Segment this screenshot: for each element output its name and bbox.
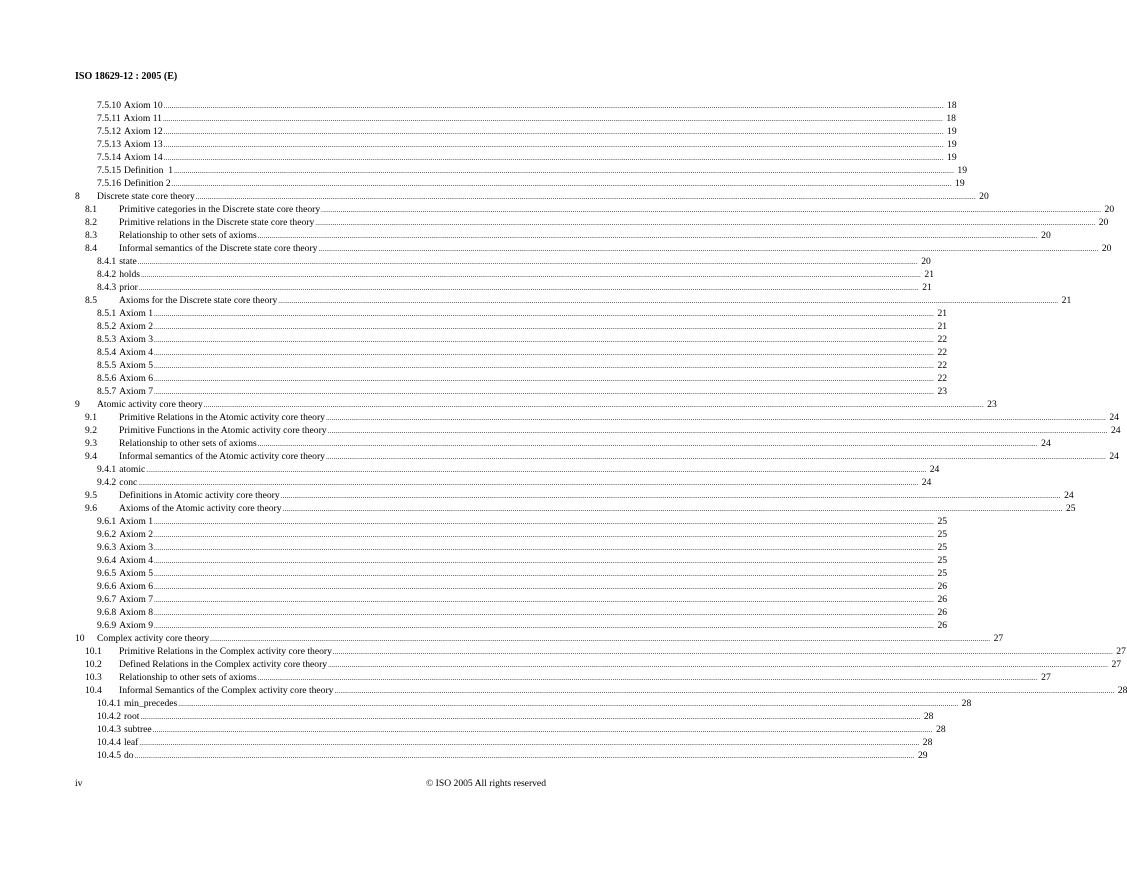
table-of-contents xyxy=(75,99,1127,762)
toc-entry-title: Axiom 11 xyxy=(123,113,162,124)
toc-leader-dots: ................................................................................................................................................................................................................................................................................................................................................................................................................ xyxy=(325,453,1106,461)
toc-entry-page: 19 xyxy=(947,152,957,163)
toc-entry-number: 8.4.2 xyxy=(97,269,117,280)
toc-entry[interactable] xyxy=(75,346,948,359)
toc-entry-page: 25 xyxy=(1065,503,1076,514)
toc-entry-number: 10.4.5 xyxy=(97,750,121,761)
toc-entry-page: 28 xyxy=(1117,685,1127,696)
toc-entry-page: 19 xyxy=(947,139,957,150)
toc-leader-dots: ................................................................................................................................................................................................................................................................................................................................................................................................................ xyxy=(154,609,935,617)
toc-entry-title: Axiom 10 xyxy=(123,100,163,111)
toc-leader-dots: ................................................................................................................................................................................................................................................................................................................................................................................................................ xyxy=(332,648,1113,656)
toc-leader-dots: ................................................................................................................................................................................................................................................................................................................................................................................................................ xyxy=(154,388,935,396)
toc-entry-page: 18 xyxy=(946,113,956,124)
toc-entry-title: atomic xyxy=(119,464,146,475)
toc-entry[interactable] xyxy=(75,138,957,151)
toc-entry[interactable] xyxy=(75,216,1109,229)
toc-entry-page: 21 xyxy=(1061,295,1072,306)
toc-entry-title: Axiom 13 xyxy=(123,139,163,150)
toc-entry-title: subtree xyxy=(123,724,152,735)
toc-entry-number: 9.6.7 xyxy=(97,594,117,605)
toc-entry[interactable] xyxy=(75,619,948,632)
toc-entry-title: Primitive categories in the Discrete state core theory xyxy=(119,204,321,215)
toc-entry-title: Atomic activity core theory xyxy=(97,399,203,410)
toc-leader-dots: ................................................................................................................................................................................................................................................................................................................................................................................................................ xyxy=(334,687,1115,695)
toc-entry-title: Axiom 14 xyxy=(123,152,163,163)
toc-entry-title: Axiom 4 xyxy=(119,347,154,358)
toc-entry[interactable] xyxy=(75,580,948,593)
toc-entry-title: Axiom 5 xyxy=(119,568,154,579)
toc-leader-dots: ................................................................................................................................................................................................................................................................................................................................................................................................................ xyxy=(154,362,935,370)
toc-leader-dots: ................................................................................................................................................................................................................................................................................................................................................................................................................ xyxy=(154,583,935,591)
toc-leader-dots: ................................................................................................................................................................................................................................................................................................................................................................................................................ xyxy=(178,700,959,708)
toc-entry[interactable] xyxy=(75,437,1051,450)
toc-entry-number: 10.2 xyxy=(85,659,102,670)
toc-entry-title: Relationship to other sets of axioms xyxy=(119,230,257,241)
toc-entry[interactable] xyxy=(75,372,948,385)
toc-entry-page: 24 xyxy=(1109,412,1119,423)
toc-leader-dots: ................................................................................................................................................................................................................................................................................................................................................................................................................ xyxy=(278,297,1059,305)
toc-leader-dots: ................................................................................................................................................................................................................................................................................................................................................................................................................ xyxy=(162,115,943,123)
toc-entry-page: 24 xyxy=(1109,451,1119,462)
toc-entry-number: 10.3 xyxy=(85,672,102,683)
toc-entry-number: 9.6.9 xyxy=(97,620,117,631)
toc-entry-title: Axiom 12 xyxy=(123,126,163,137)
toc-entry-title: Discrete state core theory xyxy=(97,191,195,202)
toc-entry[interactable] xyxy=(75,151,957,164)
toc-entry[interactable] xyxy=(75,710,934,723)
toc-entry-page: 26 xyxy=(937,581,948,592)
toc-leader-dots: ................................................................................................................................................................................................................................................................................................................................................................................................................ xyxy=(134,752,915,760)
toc-entry-page: 25 xyxy=(937,542,948,553)
toc-entry-title: Informal semantics of the Discrete state core theory xyxy=(119,243,318,254)
toc-leader-dots: ................................................................................................................................................................................................................................................................................................................................................................................................................ xyxy=(174,167,955,175)
toc-entry-number: 9.6.6 xyxy=(97,581,117,592)
toc-entry-page: 26 xyxy=(937,594,948,605)
toc-leader-dots: ................................................................................................................................................................................................................................................................................................................................................................................................................ xyxy=(195,193,976,201)
toc-entry[interactable] xyxy=(75,554,948,567)
toc-entry-title: prior xyxy=(119,282,138,293)
toc-leader-dots: ................................................................................................................................................................................................................................................................................................................................................................................................................ xyxy=(152,726,933,734)
toc-entry[interactable] xyxy=(75,190,989,203)
toc-entry-number: 7.5.15 xyxy=(97,165,121,176)
toc-entry-page: 25 xyxy=(937,555,948,566)
toc-entry-number: 7.5.12 xyxy=(97,126,121,137)
toc-entry-page: 20 xyxy=(1098,217,1109,228)
toc-leader-dots: ................................................................................................................................................................................................................................................................................................................................................................................................................ xyxy=(154,557,935,565)
toc-leader-dots: ................................................................................................................................................................................................................................................................................................................................................................................................................ xyxy=(140,713,921,721)
toc-entry-number: 8.5 xyxy=(85,295,97,306)
page-number: iv xyxy=(75,778,83,789)
document-header: ISO 18629-12 : 2005 (E) xyxy=(75,71,178,82)
toc-entry-number: 9.6.2 xyxy=(97,529,117,540)
toc-entry-page: 22 xyxy=(937,360,948,371)
toc-entry-number: 9.2 xyxy=(85,425,97,436)
toc-entry-page: 22 xyxy=(937,373,948,384)
toc-entry-number: 8.5.7 xyxy=(97,386,117,397)
toc-leader-dots: ................................................................................................................................................................................................................................................................................................................................................................................................................ xyxy=(154,336,935,344)
toc-entry-number: 8.5.5 xyxy=(97,360,117,371)
toc-entry-page: 27 xyxy=(1111,659,1122,670)
toc-entry-number: 10 xyxy=(75,633,85,644)
toc-entry-number: 9.6.5 xyxy=(97,568,117,579)
toc-entry-title: min_precedes xyxy=(123,698,178,709)
toc-entry-page: 20 xyxy=(1041,230,1051,241)
toc-entry-title: do xyxy=(123,750,134,761)
toc-leader-dots: ................................................................................................................................................................................................................................................................................................................................................................................................................ xyxy=(210,635,991,643)
toc-leader-dots: ................................................................................................................................................................................................................................................................................................................................................................................................................ xyxy=(163,154,944,162)
toc-entry-title: Axiom 4 xyxy=(119,555,154,566)
toc-entry-number: 9 xyxy=(75,399,80,410)
toc-entry[interactable] xyxy=(75,645,1126,658)
toc-entry-number: 10.1 xyxy=(85,646,102,657)
toc-entry[interactable] xyxy=(75,671,1051,684)
toc-entry[interactable] xyxy=(75,359,948,372)
toc-entry-number: 8.2 xyxy=(85,217,97,228)
toc-leader-dots: ................................................................................................................................................................................................................................................................................................................................................................................................................ xyxy=(163,141,944,149)
toc-entry-title: leaf xyxy=(123,737,139,748)
toc-entry-title: Axiom 8 xyxy=(119,607,154,618)
toc-entry-number: 9.6 xyxy=(85,503,97,514)
toc-entry[interactable] xyxy=(75,632,1004,645)
toc-entry[interactable] xyxy=(75,164,968,177)
toc-entry[interactable] xyxy=(75,242,1112,255)
toc-leader-dots: ................................................................................................................................................................................................................................................................................................................................................................................................................ xyxy=(137,258,918,266)
toc-entry-title: Axiom 7 xyxy=(119,594,154,605)
toc-leader-dots: ................................................................................................................................................................................................................................................................................................................................................................................................................ xyxy=(325,414,1106,422)
toc-entry-number: 7.5.13 xyxy=(97,139,121,150)
toc-entry-title: state xyxy=(119,256,137,267)
toc-entry-number: 7.5.16 xyxy=(97,178,121,189)
toc-entry-title: Primitive relations in the Discrete state core theory xyxy=(119,217,315,228)
toc-entry-page: 25 xyxy=(937,516,948,527)
toc-leader-dots: ................................................................................................................................................................................................................................................................................................................................................................................................................ xyxy=(146,466,927,474)
toc-entry-number: 8.5.2 xyxy=(97,321,117,332)
toc-entry-number: 9.6.8 xyxy=(97,607,117,618)
toc-entry-number: 10.4.1 xyxy=(97,698,121,709)
toc-entry-number: 7.5.11 xyxy=(97,113,121,124)
toc-entry-number: 8 xyxy=(75,191,80,202)
toc-entry-page: 27 xyxy=(1116,646,1126,657)
toc-entry-page: 19 xyxy=(957,165,968,176)
toc-leader-dots: ................................................................................................................................................................................................................................................................................................................................................................................................................ xyxy=(282,505,1063,513)
toc-entry-title: Axiom 7 xyxy=(119,386,154,397)
toc-entry-title: Axiom 1 xyxy=(119,308,154,319)
toc-entry-title: Relationship to other sets of axioms xyxy=(119,672,257,683)
copyright-notice: © ISO 2005 All rights reserved xyxy=(425,778,546,789)
toc-entry-page: 26 xyxy=(937,607,948,618)
toc-entry[interactable] xyxy=(75,684,1127,697)
toc-leader-dots: ................................................................................................................................................................................................................................................................................................................................................................................................................ xyxy=(154,518,935,526)
toc-entry-number: 10.4.4 xyxy=(97,737,121,748)
toc-leader-dots: ................................................................................................................................................................................................................................................................................................................................................................................................................ xyxy=(138,284,919,292)
toc-entry-page: 20 xyxy=(1101,243,1112,254)
toc-entry[interactable] xyxy=(75,229,1051,242)
toc-entry-number: 9.6.1 xyxy=(97,516,117,527)
toc-entry-page: 21 xyxy=(922,282,932,293)
toc-entry-title: Axiom 6 xyxy=(119,373,154,384)
toc-entry-title: Primitive Relations in the Complex activity core theory xyxy=(119,646,332,657)
toc-entry[interactable] xyxy=(75,398,997,411)
toc-entry-page: 24 xyxy=(1110,425,1121,436)
toc-leader-dots: ................................................................................................................................................................................................................................................................................................................................................................................................................ xyxy=(154,323,935,331)
toc-entry-page: 21 xyxy=(937,308,948,319)
toc-entry-page: 21 xyxy=(924,269,934,280)
toc-entry-title: Axiom 1 xyxy=(119,516,154,527)
toc-entry-number: 8.5.4 xyxy=(97,347,117,358)
toc-leader-dots: ................................................................................................................................................................................................................................................................................................................................................................................................................ xyxy=(318,245,1099,253)
toc-entry-page: 25 xyxy=(937,529,948,540)
toc-entry-number: 8.5.6 xyxy=(97,373,117,384)
toc-entry-title: Axiom 2 xyxy=(119,321,154,332)
toc-entry-number: 9.6.4 xyxy=(97,555,117,566)
toc-entry-page: 20 xyxy=(1104,204,1115,215)
toc-leader-dots: ................................................................................................................................................................................................................................................................................................................................................................................................................ xyxy=(327,427,1108,435)
toc-entry-page: 22 xyxy=(937,347,948,358)
toc-entry[interactable] xyxy=(75,385,948,398)
toc-entry[interactable] xyxy=(75,99,957,112)
toc-leader-dots: ................................................................................................................................................................................................................................................................................................................................................................................................................ xyxy=(154,349,935,357)
toc-entry-page: 23 xyxy=(987,399,997,410)
toc-entry-number: 9.1 xyxy=(85,412,97,423)
toc-leader-dots: ................................................................................................................................................................................................................................................................................................................................................................................................................ xyxy=(257,440,1038,448)
toc-entry-title: Axiom 9 xyxy=(119,620,154,631)
toc-entry[interactable] xyxy=(75,203,1115,216)
toc-entry-page: 20 xyxy=(979,191,989,202)
toc-entry[interactable] xyxy=(75,528,948,541)
toc-entry-title: Axioms of the Atomic activity core theory xyxy=(119,503,282,514)
toc-entry[interactable] xyxy=(75,294,1072,307)
toc-entry[interactable] xyxy=(75,606,948,619)
toc-entry-number: 9.4 xyxy=(85,451,97,462)
toc-entry[interactable] xyxy=(75,424,1121,437)
toc-leader-dots: ................................................................................................................................................................................................................................................................................................................................................................................................................ xyxy=(154,544,935,552)
toc-entry-title: Axiom 5 xyxy=(119,360,154,371)
toc-leader-dots: ................................................................................................................................................................................................................................................................................................................................................................................................................ xyxy=(140,271,921,279)
toc-entry-number: 9.6.3 xyxy=(97,542,117,553)
toc-entry-title: Axiom 3 xyxy=(119,334,154,345)
toc-entry-number: 9.5 xyxy=(85,490,97,501)
toc-entry-title: Informal semantics of the Atomic activity core theory xyxy=(119,451,325,462)
toc-entry-page: 27 xyxy=(993,633,1004,644)
toc-entry-page: 20 xyxy=(921,256,931,267)
toc-entry-number: 9.4.2 xyxy=(97,477,117,488)
toc-entry-title: Primitive Relations in the Atomic activity core theory xyxy=(119,412,325,423)
toc-leader-dots: ................................................................................................................................................................................................................................................................................................................................................................................................................ xyxy=(154,531,935,539)
toc-leader-dots: ................................................................................................................................................................................................................................................................................................................................................................................................................ xyxy=(280,492,1061,500)
toc-entry-number: 8.3 xyxy=(85,230,97,241)
toc-entry-title: Definition 1 xyxy=(123,165,174,176)
toc-leader-dots: ................................................................................................................................................................................................................................................................................................................................................................................................................ xyxy=(154,310,935,318)
toc-entry[interactable] xyxy=(75,593,948,606)
toc-entry[interactable] xyxy=(75,112,956,125)
toc-entry[interactable] xyxy=(75,177,965,190)
toc-entry-number: 10.4.3 xyxy=(97,724,121,735)
toc-leader-dots: ................................................................................................................................................................................................................................................................................................................................................................................................................ xyxy=(203,401,984,409)
toc-entry-page: 21 xyxy=(937,321,948,332)
toc-entry-number: 8.1 xyxy=(85,204,97,215)
toc-entry-number: 8.4.3 xyxy=(97,282,117,293)
toc-entry-page: 26 xyxy=(937,620,948,631)
toc-entry-page: 24 xyxy=(921,477,932,488)
toc-entry-title: Primitive Functions in the Atomic activity core theory xyxy=(119,425,327,436)
toc-leader-dots: ................................................................................................................................................................................................................................................................................................................................................................................................................ xyxy=(257,674,1038,682)
toc-entry-page: 18 xyxy=(947,100,957,111)
toc-entry[interactable] xyxy=(75,463,940,476)
toc-entry-page: 24 xyxy=(1064,490,1074,501)
toc-entry-title: Relationship to other sets of axioms xyxy=(119,438,257,449)
toc-entry-number: 8.5.3 xyxy=(97,334,117,345)
toc-entry-number: 8.4 xyxy=(85,243,97,254)
toc-entry-number: 8.5.1 xyxy=(97,308,117,319)
toc-entry-page: 24 xyxy=(1041,438,1051,449)
toc-entry-number: 8.4.1 xyxy=(97,256,117,267)
toc-leader-dots: ................................................................................................................................................................................................................................................................................................................................................................................................................ xyxy=(139,739,920,747)
toc-entry[interactable] xyxy=(75,489,1074,502)
toc-entry-title: Definition 2 xyxy=(123,178,171,189)
toc-entry[interactable] xyxy=(75,502,1076,515)
toc-entry[interactable] xyxy=(75,268,934,281)
toc-entry[interactable] xyxy=(75,658,1122,671)
toc-leader-dots: ................................................................................................................................................................................................................................................................................................................................................................................................................ xyxy=(171,180,952,188)
toc-entry-page: 28 xyxy=(923,711,934,722)
toc-entry[interactable] xyxy=(75,450,1119,463)
toc-entry-number: 9.3 xyxy=(85,438,97,449)
toc-entry-page: 22 xyxy=(937,334,948,345)
toc-entry-number: 7.5.10 xyxy=(97,100,121,111)
toc-entry-page: 23 xyxy=(937,386,948,397)
toc-entry[interactable] xyxy=(75,515,948,528)
toc-leader-dots: ................................................................................................................................................................................................................................................................................................................................................................................................................ xyxy=(154,375,935,383)
toc-entry-title: Definitions in Atomic activity core theory xyxy=(119,490,280,501)
toc-entry[interactable] xyxy=(75,320,948,333)
toc-leader-dots: ................................................................................................................................................................................................................................................................................................................................................................................................................ xyxy=(315,219,1096,227)
toc-entry-title: Defined Relations in the Complex activity core theory xyxy=(119,659,328,670)
toc-leader-dots: ................................................................................................................................................................................................................................................................................................................................................................................................................ xyxy=(328,661,1109,669)
toc-entry[interactable] xyxy=(75,749,928,762)
toc-entry[interactable] xyxy=(75,333,948,346)
toc-entry[interactable] xyxy=(75,697,972,710)
toc-leader-dots: ................................................................................................................................................................................................................................................................................................................................................................................................................ xyxy=(163,128,944,136)
toc-entry-number: 10.4 xyxy=(85,685,102,696)
toc-entry-title: Axiom 2 xyxy=(119,529,154,540)
toc-entry-page: 27 xyxy=(1041,672,1051,683)
toc-leader-dots: ................................................................................................................................................................................................................................................................................................................................................................................................................ xyxy=(154,596,935,604)
toc-entry-page: 24 xyxy=(929,464,940,475)
toc-entry[interactable] xyxy=(75,541,948,554)
toc-leader-dots: ................................................................................................................................................................................................................................................................................................................................................................................................................ xyxy=(138,479,919,487)
toc-entry-title: Axiom 6 xyxy=(119,581,154,592)
toc-entry-page: 28 xyxy=(961,698,972,709)
toc-entry-title: holds xyxy=(119,269,140,280)
toc-leader-dots: ................................................................................................................................................................................................................................................................................................................................................................................................................ xyxy=(163,102,944,110)
toc-entry-number: 10.4.2 xyxy=(97,711,121,722)
toc-entry-title: Complex activity core theory xyxy=(97,633,210,644)
toc-entry[interactable] xyxy=(75,281,932,294)
toc-entry[interactable] xyxy=(75,411,1119,424)
toc-entry-page: 19 xyxy=(955,178,965,189)
toc-entry[interactable] xyxy=(75,736,933,749)
toc-entry-title: conc xyxy=(119,477,138,488)
toc-leader-dots: ................................................................................................................................................................................................................................................................................................................................................................................................................ xyxy=(257,232,1038,240)
toc-leader-dots: ................................................................................................................................................................................................................................................................................................................................................................................................................ xyxy=(154,622,935,630)
toc-entry-title: root xyxy=(123,711,140,722)
toc-leader-dots: ................................................................................................................................................................................................................................................................................................................................................................................................................ xyxy=(321,206,1102,214)
toc-entry-title: Informal Semantics of the Complex activity core theory xyxy=(119,685,334,696)
toc-entry-page: 28 xyxy=(936,724,946,735)
toc-entry-title: Axiom 3 xyxy=(119,542,154,553)
toc-entry-page: 25 xyxy=(937,568,948,579)
toc-entry-title: Axioms for the Discrete state core theory xyxy=(119,295,278,306)
toc-entry[interactable] xyxy=(75,476,932,489)
toc-entry[interactable] xyxy=(75,567,948,580)
toc-entry[interactable] xyxy=(75,307,948,320)
toc-entry-number: 9.4.1 xyxy=(97,464,117,475)
toc-entry[interactable] xyxy=(75,255,931,268)
toc-entry-page: 29 xyxy=(917,750,928,761)
toc-entry-page: 28 xyxy=(922,737,933,748)
toc-entry[interactable] xyxy=(75,125,957,138)
toc-entry-page: 19 xyxy=(947,126,957,137)
toc-entry-number: 7.5.14 xyxy=(97,152,121,163)
toc-entry[interactable] xyxy=(75,723,946,736)
toc-leader-dots: ................................................................................................................................................................................................................................................................................................................................................................................................................ xyxy=(154,570,935,578)
